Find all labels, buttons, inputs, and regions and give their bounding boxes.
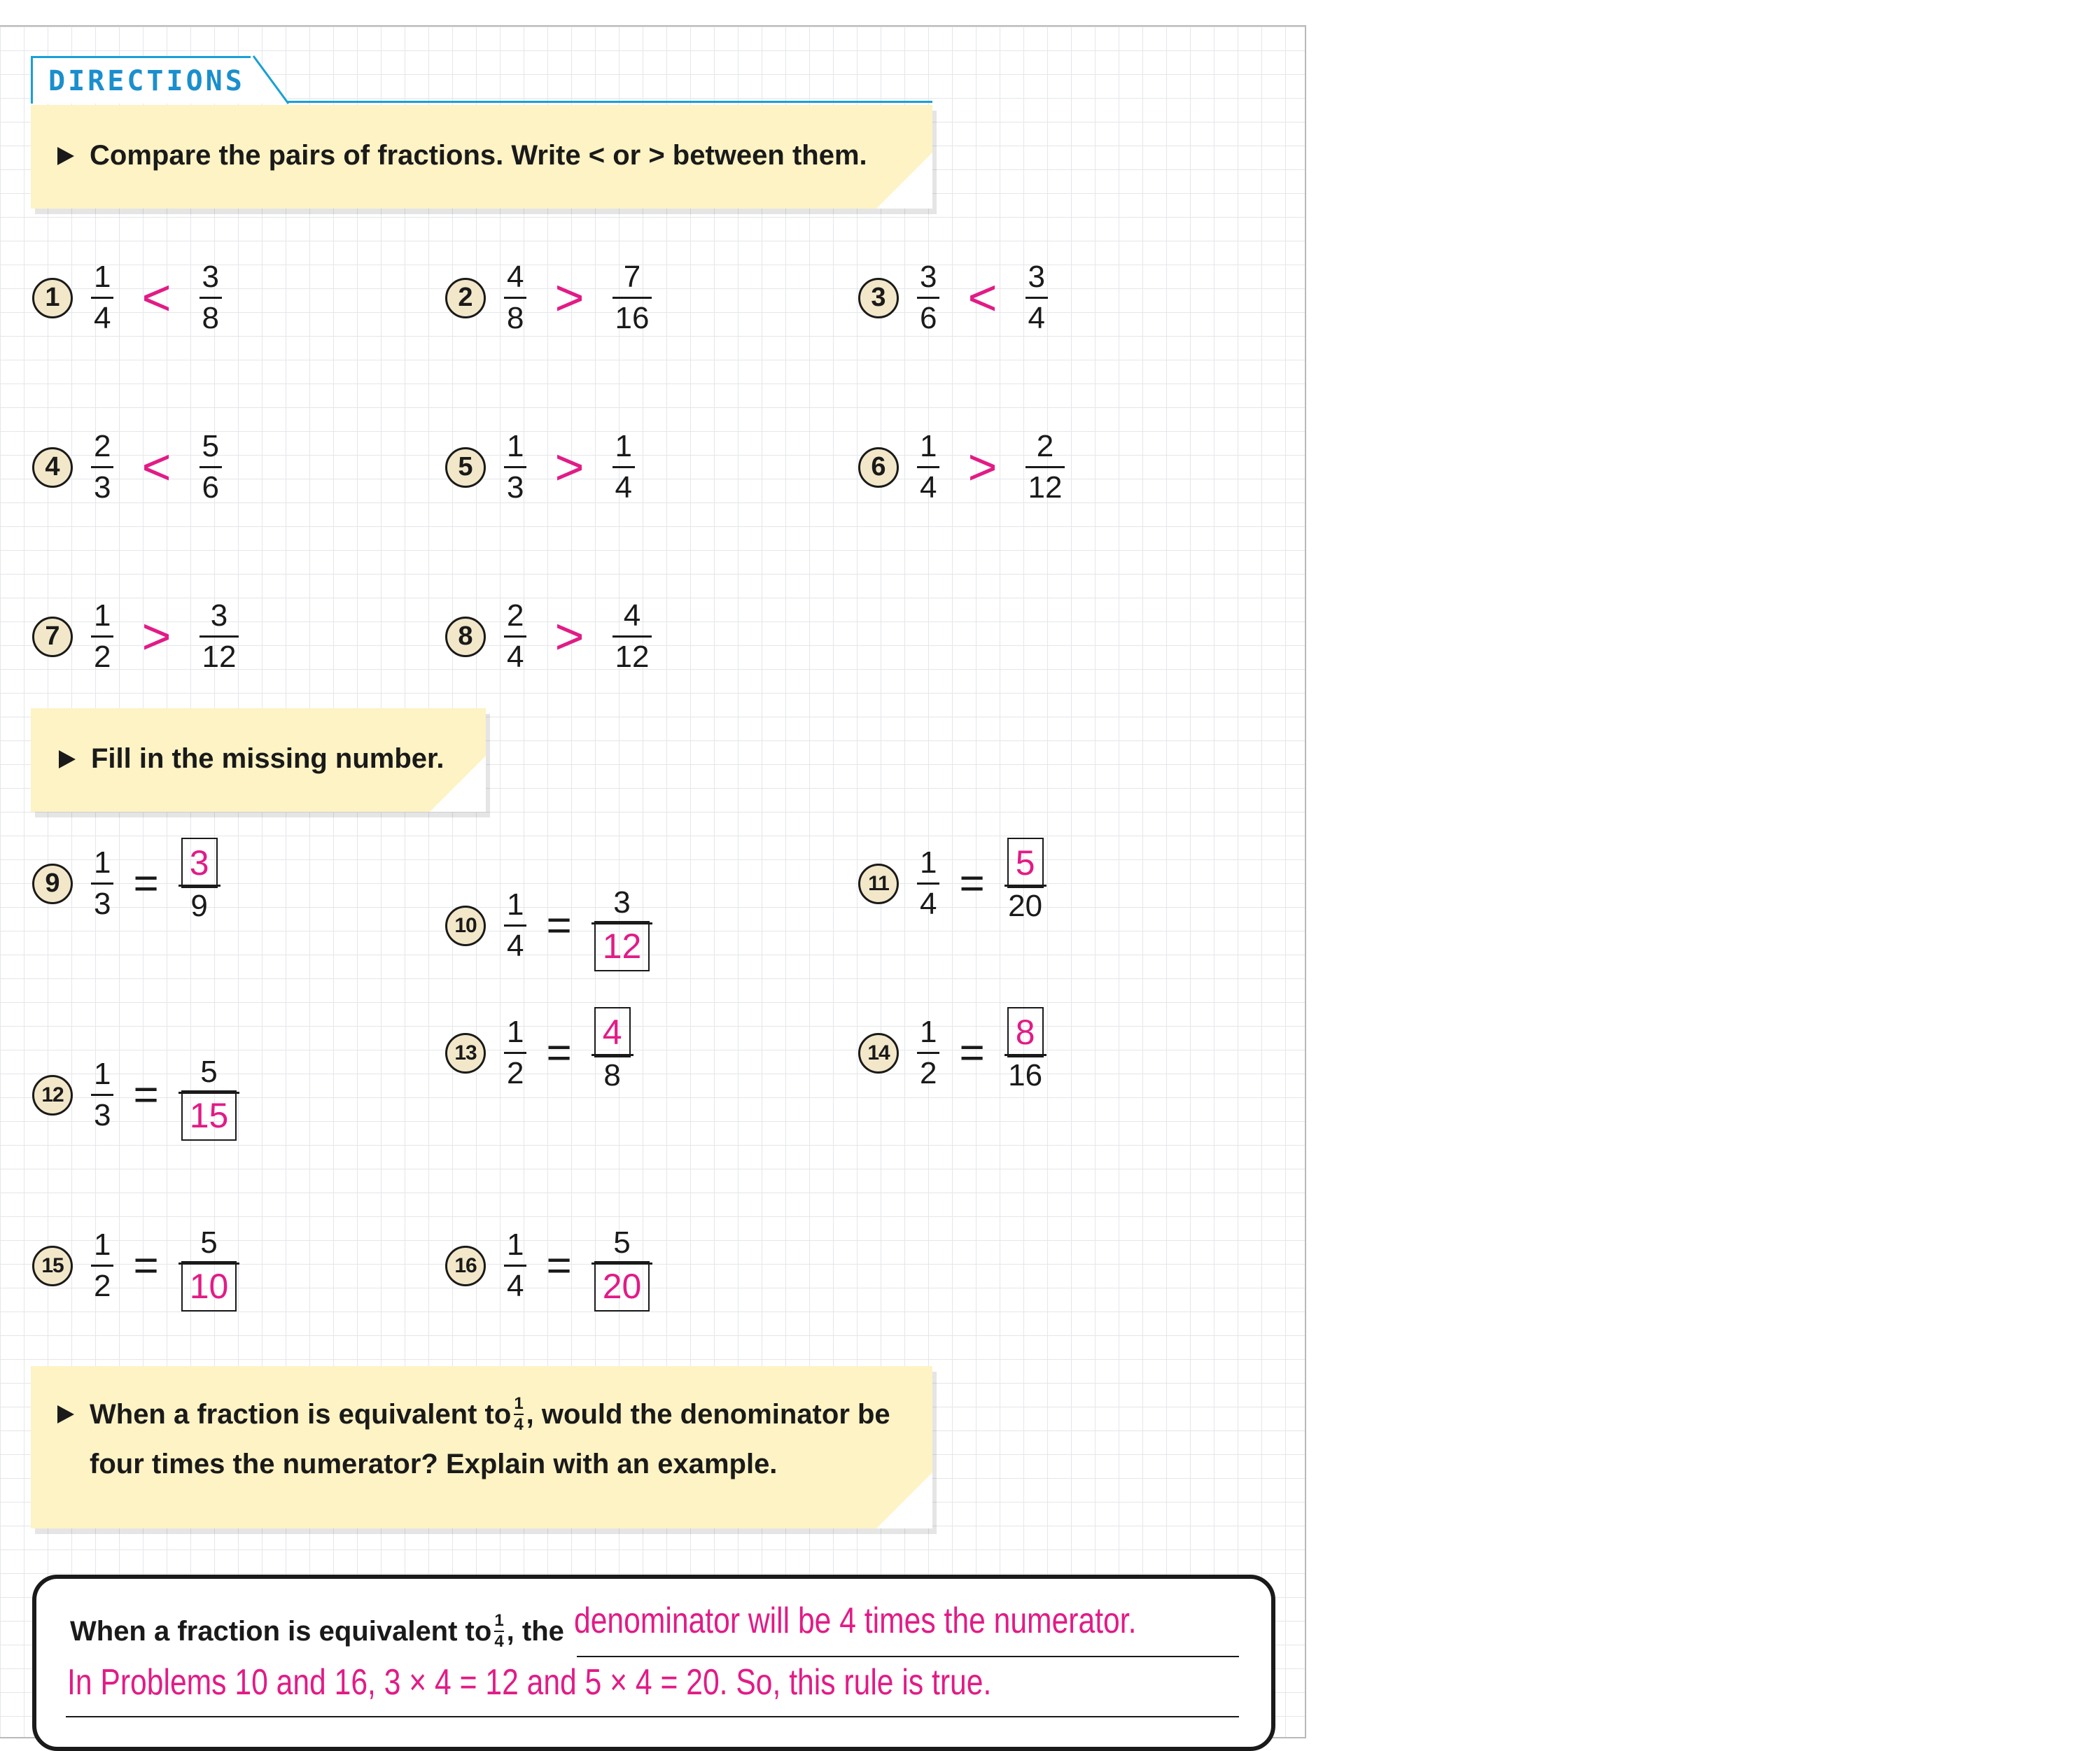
denominator: 3 (94, 1098, 111, 1132)
handwritten-answer-line1: denominator will be 4 times the numerator. (574, 1601, 1137, 1641)
directions-label: DIRECTIONS (48, 64, 245, 97)
problem-number-badge: 9 (32, 864, 73, 904)
fraction-a (91, 1230, 113, 1302)
numerator: 4 (507, 260, 524, 294)
numerator: 1 (94, 1057, 111, 1091)
comparison-symbol: > (554, 439, 584, 495)
denominator: 6 (202, 470, 220, 505)
denominator: 4 (507, 1269, 524, 1303)
answer-box[interactable]: 4 (594, 1007, 631, 1057)
numerator: 1 (514, 1394, 524, 1413)
denominator: 16 (615, 301, 650, 335)
equals-sign: = (133, 1241, 159, 1290)
problem-12 (32, 1057, 239, 1133)
equals-sign: = (959, 1028, 985, 1077)
equals-sign: = (546, 901, 572, 950)
comparison-symbol: > (141, 608, 172, 665)
problem-1 (32, 262, 222, 334)
problem-number-badge: 3 (858, 278, 899, 318)
denominator: 4 (920, 887, 937, 921)
note-fold (876, 1472, 932, 1528)
numerator: 5 (200, 1055, 218, 1089)
comparison-symbol: < (967, 269, 997, 326)
comparison-symbol: > (967, 439, 997, 495)
problem-number-badge: 13 (445, 1033, 486, 1074)
denominator: 2 (94, 1269, 111, 1303)
explain-instruction-line2: four times the numerator? Explain with an example. (90, 1449, 778, 1479)
numerator: 4 (623, 598, 641, 633)
problem-11 (858, 845, 1046, 922)
denominator: 4 (94, 301, 111, 335)
denominator: 16 (1008, 1058, 1043, 1092)
problem-number-badge: 2 (445, 278, 486, 318)
problem-7 (32, 600, 239, 673)
fraction-a (917, 262, 939, 334)
fraction-a (91, 1059, 113, 1131)
problem-number-badge: 1 (32, 278, 73, 318)
denominator: 2 (94, 640, 111, 674)
denominator: 4 (494, 1632, 504, 1651)
numerator: 3 (1028, 260, 1046, 294)
numerator: 1 (94, 260, 111, 294)
denominator: 12 (615, 640, 650, 674)
denominator: 2 (920, 1056, 937, 1090)
worksheet-page (0, 25, 1306, 1738)
equals-sign: = (546, 1028, 572, 1077)
denominator: 8 (202, 301, 220, 335)
fraction-a (504, 600, 526, 673)
fraction-b (200, 600, 239, 673)
numerator: 7 (623, 260, 641, 294)
comparison-symbol: < (141, 269, 172, 326)
denominator: 6 (920, 301, 937, 335)
compare-instruction-note (31, 105, 932, 209)
note-fold (876, 153, 932, 209)
arrow-icon (57, 147, 74, 165)
fraction-b (612, 431, 635, 503)
numerator: 1 (507, 429, 524, 463)
fraction-b (592, 1015, 634, 1091)
problem-10 (445, 887, 652, 964)
fraction-a (504, 889, 526, 962)
problem-15 (32, 1225, 239, 1306)
numerator: 2 (1036, 429, 1054, 463)
answer-underline-1 (577, 1656, 1239, 1657)
explain-instruction-note (31, 1366, 932, 1528)
denominator: 4 (920, 470, 937, 505)
fraction-b (1026, 431, 1065, 503)
problem-2 (445, 262, 652, 334)
numerator: 1 (94, 845, 111, 880)
answer-prefix-part1: When a fraction is equivalent to (70, 1615, 492, 1647)
fill-instruction-note (31, 708, 486, 812)
problem-number-badge: 8 (445, 617, 486, 657)
numerator: 2 (507, 598, 524, 633)
answer-box-panel[interactable] (32, 1575, 1275, 1751)
problem-number-badge: 10 (445, 906, 486, 946)
answer-box[interactable]: 10 (181, 1261, 237, 1312)
answer-box[interactable]: 5 (1007, 838, 1044, 888)
denominator: 12 (1028, 470, 1063, 505)
explain-instruction-part2: , would the denominator be (526, 1398, 890, 1430)
problem-number-badge: 4 (32, 447, 73, 488)
numerator: 3 (613, 885, 631, 920)
fraction-a (91, 845, 113, 921)
problem-3 (858, 262, 1048, 334)
problem-5 (445, 431, 635, 503)
answer-prefix-part2: , the (506, 1615, 564, 1647)
problem-9 (32, 845, 220, 922)
problem-number-badge: 14 (858, 1033, 899, 1074)
numerator: 1 (94, 1228, 111, 1262)
arrow-icon (57, 1405, 74, 1423)
fraction-b (612, 262, 652, 334)
fraction-a (91, 600, 113, 673)
fraction-a (917, 1017, 939, 1089)
fraction-a (917, 845, 939, 921)
denominator: 8 (507, 301, 524, 335)
fraction-a (91, 431, 113, 503)
numerator: 1 (920, 845, 937, 880)
answer-box[interactable]: 15 (181, 1090, 237, 1141)
fraction-b (1004, 1015, 1046, 1091)
numerator: 5 (613, 1225, 631, 1260)
problem-number-badge: 16 (445, 1246, 486, 1286)
denominator: 20 (1008, 889, 1043, 923)
handwritten-answer-line2: In Problems 10 and 16, 3 × 4 = 12 and 5 × 4 = 20. So, this rule is true. (67, 1662, 992, 1703)
problem-number-badge: 5 (445, 447, 486, 488)
numerator: 1 (615, 429, 633, 463)
fraction-b (612, 600, 652, 673)
problem-number-badge: 11 (858, 864, 899, 904)
numerator: 1 (507, 1228, 524, 1262)
answer-box[interactable]: 3 (181, 838, 218, 888)
fraction-a (917, 431, 939, 503)
problem-14 (858, 1015, 1046, 1091)
comparison-symbol: > (554, 608, 584, 665)
fraction-a (504, 1017, 526, 1089)
numerator: 1 (507, 1015, 524, 1049)
problem-number-badge: 6 (858, 447, 899, 488)
denominator: 12 (202, 640, 237, 674)
directions-tab-slant (251, 55, 291, 105)
denominator: 4 (1028, 301, 1046, 335)
fraction-b (200, 431, 222, 503)
numerator: 3 (210, 598, 228, 633)
denominator: 2 (507, 1056, 524, 1090)
denominator: 3 (94, 470, 111, 505)
numerator: 1 (94, 598, 111, 633)
fraction-b (1026, 262, 1048, 334)
problem-16 (445, 1225, 652, 1306)
denominator: 3 (94, 887, 111, 921)
numerator: 1 (494, 1611, 504, 1630)
equals-sign: = (959, 859, 985, 908)
numerator: 1 (920, 1015, 937, 1049)
explain-instruction-part1: When a fraction is equivalent to (90, 1398, 512, 1430)
problem-number-badge: 15 (32, 1246, 73, 1286)
problem-4 (32, 431, 222, 503)
comparison-symbol: > (554, 269, 584, 326)
problem-8 (445, 600, 652, 673)
denominator: 9 (190, 889, 208, 923)
fraction-a (504, 262, 526, 334)
problem-number-badge: 7 (32, 617, 73, 657)
directions-tab (31, 56, 255, 104)
denominator: 4 (507, 929, 524, 963)
numerator: 3 (920, 260, 937, 294)
answer-box[interactable]: 20 (594, 1261, 650, 1312)
denominator: 4 (615, 470, 633, 505)
directions-rule (287, 101, 932, 103)
compare-instruction: Compare the pairs of fractions. Write < or > between them. (90, 140, 867, 171)
numerator: 2 (94, 429, 111, 463)
problem-13 (445, 1015, 634, 1091)
numerator: 5 (200, 1225, 218, 1260)
numerator: 5 (202, 429, 220, 463)
comparison-symbol: < (141, 439, 172, 495)
inline-fraction (514, 1395, 523, 1433)
fraction-b (592, 887, 653, 964)
fraction-b (592, 1225, 653, 1306)
numerator: 1 (507, 887, 524, 922)
denominator: 8 (603, 1058, 621, 1092)
answer-box[interactable]: 12 (594, 921, 650, 971)
equals-sign: = (133, 859, 159, 908)
numerator: 1 (920, 429, 937, 463)
denominator: 4 (507, 640, 524, 674)
denominator: 4 (514, 1415, 524, 1434)
numerator: 3 (202, 260, 220, 294)
answer-underline-2 (66, 1716, 1239, 1717)
fraction-b (178, 845, 220, 922)
denominator: 3 (507, 470, 524, 505)
problem-number-badge: 12 (32, 1075, 73, 1116)
arrow-icon (59, 750, 76, 768)
fraction-b (1004, 845, 1046, 922)
fraction-a (91, 262, 113, 334)
problem-6 (858, 431, 1065, 503)
inline-fraction (494, 1612, 503, 1650)
fraction-b (178, 1057, 240, 1133)
fill-instruction: Fill in the missing number. (91, 743, 444, 774)
answer-box[interactable]: 8 (1007, 1007, 1044, 1057)
fraction-b (178, 1225, 240, 1306)
equals-sign: = (546, 1241, 572, 1290)
fraction-a (504, 431, 526, 503)
fraction-a (504, 1230, 526, 1302)
equals-sign: = (133, 1070, 159, 1119)
fraction-b (200, 262, 222, 334)
